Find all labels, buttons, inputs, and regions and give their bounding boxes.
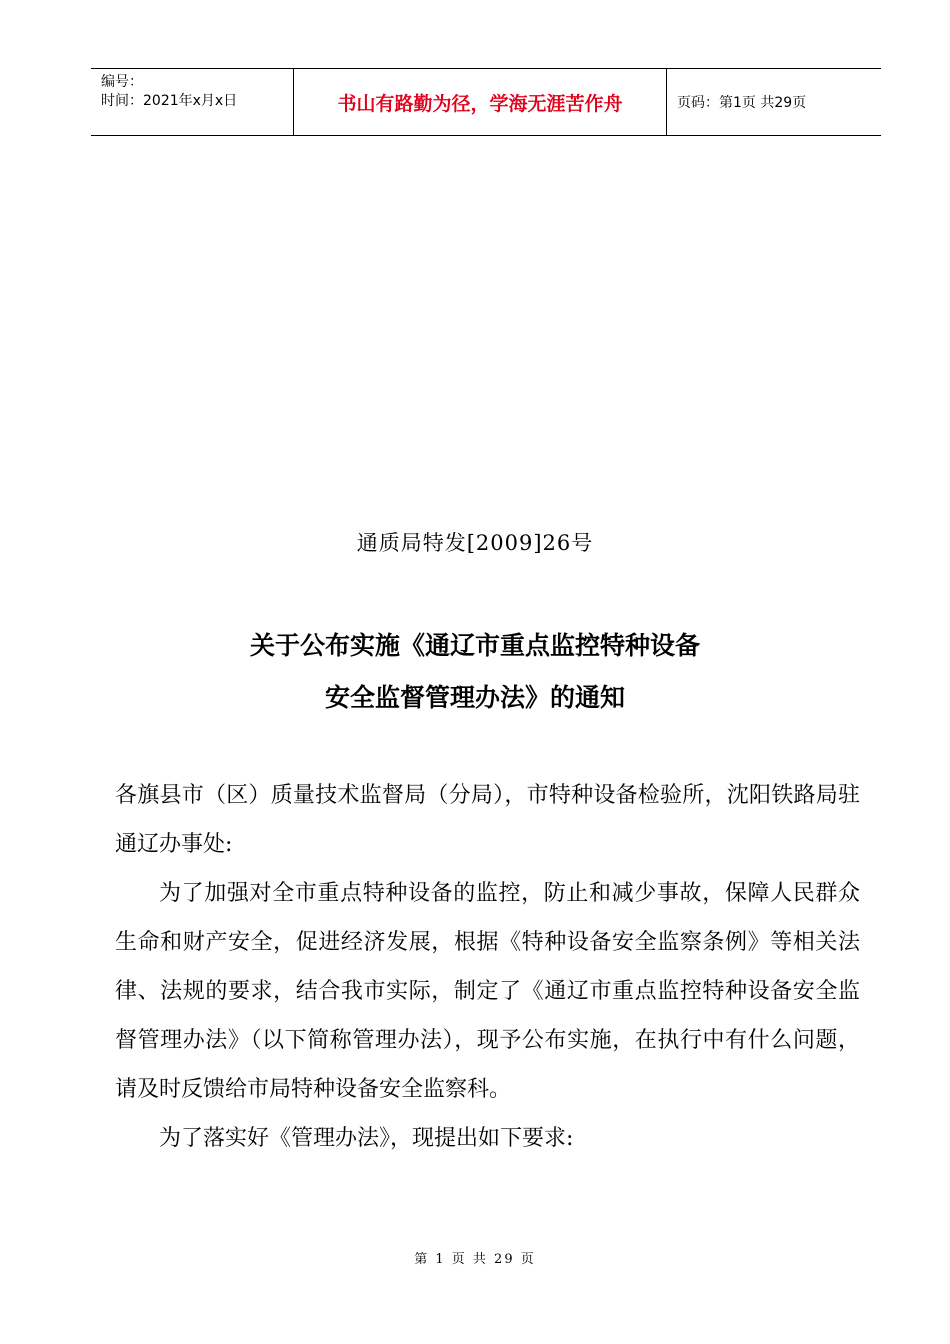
number-label: 编号：	[101, 74, 143, 90]
addressee-paragraph: 各旗县市（区）质量技术监督局（分局），市特种设备检验所，沈阳铁路局驻通辽办事处:	[115, 783, 860, 857]
document-body	[115, 771, 860, 1163]
document-title-line-2: 安全监督管理办法》的通知	[324, 683, 625, 712]
page-footer: 第 1 页 共 29 页	[414, 1252, 536, 1267]
header-motto: 书山有路勤为径，学海无涯苦作舟	[293, 69, 667, 135]
document-title-line-1: 关于公布实施《通辽市重点监控特种设备	[249, 631, 700, 660]
header-page-label: 页码：第1页 共29页	[677, 95, 807, 111]
header-meta	[91, 69, 293, 135]
body-paragraph-2: 为了落实好《管理办法》，现提出如下要求:	[159, 1126, 574, 1151]
document-number: 通质局特发[2009]26号	[356, 531, 594, 555]
page-header	[91, 68, 881, 136]
body-paragraph-1: 为了加强对全市重点特种设备的监控，防止和减少事故，保障人民群众生命和财产安全，促进经济发展，根据《特种设备安全监察条例》等相关法律、法规的要求，结合我市实际，制定了《通辽市重点监控特种设备安全监督管理办法》（以下简称管理办法），现予公布实施，在执行中有什么问题，请及时反馈给市局特种设备安全监察科。	[115, 881, 860, 1102]
time-label: 时间：2021年x月x日	[101, 93, 238, 109]
